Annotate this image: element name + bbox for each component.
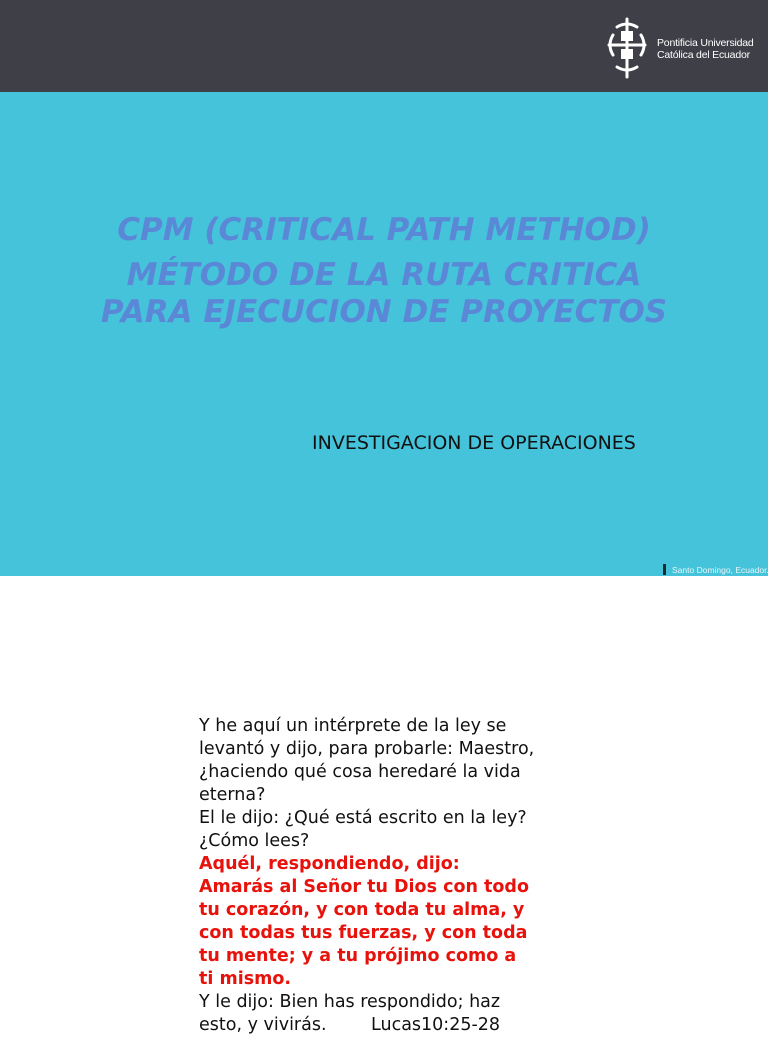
verse-line-highlight: Aquél, respondiendo, dijo:	[199, 854, 460, 874]
verse-text	[199, 715, 579, 1037]
title-background	[0, 92, 768, 576]
verse-line: ¿Cómo lees?	[199, 831, 310, 851]
verse-line: ¿haciendo qué cosa heredaré la vida	[199, 762, 521, 782]
cross-emblem-icon	[603, 15, 651, 81]
title-line-1: CPM (CRITICAL PATH METHOD)	[117, 212, 651, 248]
logo-line-1: Pontificia Universidad	[657, 37, 754, 49]
verse-line-highlight: ti mismo.	[199, 969, 292, 989]
footer-location: Santo Domingo, Ecuador.	[672, 565, 769, 575]
slide-title	[20, 210, 748, 332]
verse-line: Y le dijo: Bien has respondido; haz	[199, 992, 501, 1012]
header-bar	[0, 0, 768, 92]
verse-line: eterna?	[199, 785, 266, 805]
verse-line: Y he aquí un intérprete de la ley se	[199, 716, 507, 736]
verse-line: levantó y dijo, para probarle: Maestro,	[199, 739, 535, 759]
verse-slide	[0, 576, 768, 1035]
slide-subtitle: INVESTIGACION DE OPERACIONES	[312, 432, 636, 454]
verse-line-highlight: Amarás al Señor tu Dios con todo	[199, 877, 529, 897]
logo-line-2: Católica del Ecuador	[657, 49, 750, 61]
verse-line-highlight: tu mente; y a tu prójimo como a	[199, 946, 517, 966]
verse-line: esto, y vivirás. Lucas10:25-28	[199, 1015, 501, 1035]
verse-line: El le dijo: ¿Qué está escrito en la ley?	[199, 808, 527, 828]
logo-text	[657, 37, 754, 61]
title-line-3: PARA EJECUCION DE PROYECTOS	[100, 294, 668, 330]
footer-marker	[663, 564, 666, 575]
verse-line-highlight: con todas tus fuerzas, y con toda	[199, 923, 528, 943]
university-logo	[603, 15, 753, 81]
verse-line-highlight: tu corazón, y con toda tu alma, y	[199, 900, 525, 920]
title-line-2: MÉTODO DE LA RUTA CRITICA	[126, 257, 642, 293]
